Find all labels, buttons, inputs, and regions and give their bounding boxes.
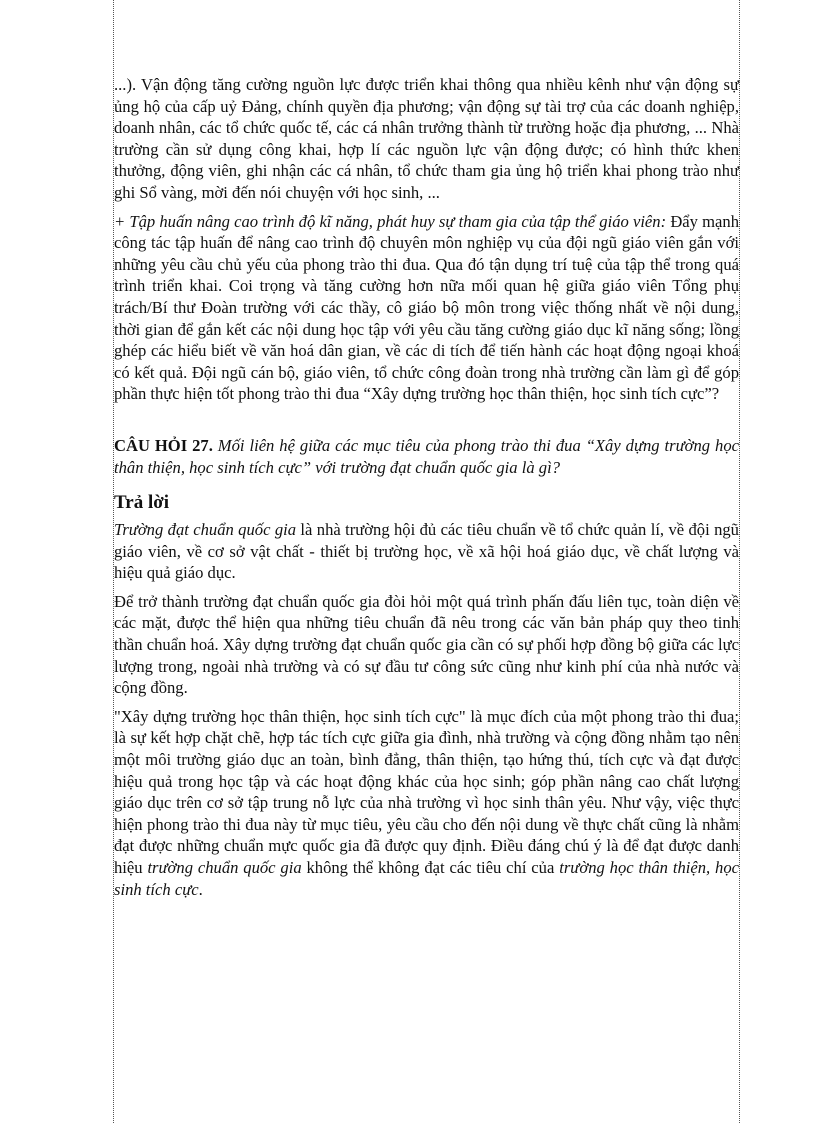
right-margin-guide bbox=[739, 0, 740, 1123]
answer-paragraph-process: Để trở thành trường đạt chuẩn quốc gia đòi hỏi một quá trình phấn đấu liên tục, toàn diện về các mặt, được thể hiện qua những tiêu chuẩn đã nêu trong các văn bản pháp quy theo tinh thần chuẩn hoá. Xây dựng trường đạt chuẩn quốc gia cần có sự phối hợp đồng bộ giữa các lực lượng trong, ngoài nhà trường và có sự đầu tư công sức cũng như kinh phí của nhà nước và cộng đồng. bbox=[114, 591, 739, 698]
relation-term-1: trường chuẩn quốc gia bbox=[147, 858, 302, 877]
relation-text: "Xây dựng trường học thân thiện, học sinh tích cực" là mục đích của một phong trào thi đua; là sự kết hợp chặt chẽ, hợp tác tích cực giữa gia đình, nhà trường và cộng đồng nhằm tạo nên một môi trường giáo dục an toàn, bình đẳng, thân thiện, tạo hứng thú, tích cực và đạt được hiệu quả trong học tập và các hoạt động khác của học sinh; góp phần nâng cao chất lượng giáo dục trên cơ sở tập trung nỗ lực của nhà trường vì học sinh thân yêu. Như vậy, việc thực hiện phong trào thi đua này từ mục tiêu, yêu cầu cho đến nội dung về thực chất cũng là nhằm đạt được những chuẩn mực quốc gia đã được quy định. Điều đáng chú ý là để đạt được danh hiệu bbox=[114, 706, 739, 877]
training-heading: + Tập huấn nâng cao trình độ kĩ năng, phát huy sự tham gia của tập thể giáo viên: bbox=[114, 211, 667, 231]
relation-term-2: trường học thân thiện, học sinh tích cực bbox=[114, 858, 739, 899]
definition-text: là nhà trường hội đủ các tiêu chuẩn về tổ chức quản lí, về đội ngũ giáo viên, về cơ sở vật chất - thiết bị trường học, về xã hội hoá giáo dục, về chất lượng và hiệu quả giáo dục. bbox=[114, 520, 739, 583]
question-27 bbox=[114, 435, 739, 478]
definition-term: Trường đạt chuẩn quốc gia bbox=[114, 520, 297, 540]
answer-paragraph-definition bbox=[114, 519, 739, 584]
paragraph-resource-mobilization: ...). Vận động tăng cường nguồn lực được triển khai thông qua nhiều kênh như vận động sự ủng hộ của cấp uỷ Đảng, chính quyền địa phương; vận động sự tài trợ của các doanh nghiệp, doanh nhân, các tổ chức quốc tế, các cá nhân trưởng thành từ trường hoặc địa phương, ... Nhà trường cần sử dụng công khai, hợp lí các nguồn lực vận động được; có hình thức khen thưởng, động viên, ghi nhận các cá nhân, tổ chức tham gia ủng hộ triển khai phong trào như ghi Sổ vàng, mời đến nói chuyện với học sinh, ... bbox=[114, 75, 739, 202]
answer-paragraph-relation bbox=[114, 706, 739, 900]
answer-heading: Trả lời bbox=[114, 492, 170, 514]
relation-text-2: không thể không đạt các tiêu chí của bbox=[301, 858, 560, 877]
question-label: CÂU HỎI 27. bbox=[114, 435, 213, 455]
document-body bbox=[114, 74, 739, 907]
question-text: Mối liên hệ giữa các mục tiêu của phong trào thi đua “Xây dựng trường học thân thiện, học sinh tích cực” với trường đạt chuẩn quốc gia là gì? bbox=[114, 435, 740, 477]
training-text: Đẩy mạnh công tác tập huấn để nâng cao trình độ chuyên môn nghiệp vụ của đội ngũ giáo viên gắn với những yêu cầu chủ yếu của phong trào thi đua. Qua đó tận dụng trí tuệ của tập thể trong quá trình triển khai. Coi trọng và tăng cường hơn nữa mối quan hệ giữa giáo viên Tổng phụ trách/Bí thư Đoàn trường với các thầy, cô giáo bộ môn trong việc thống nhất về nội dung, thời gian để gắn kết các nội dung học tập với yêu cầu tăng cường giáo dục kĩ năng sống; lồng ghép các hiểu biết về văn hoá dân gian, về các di tích để tiến hành các hoạt động ngoại khoá có kết quả. Đội ngũ cán bộ, giáo viên, tổ chức công đoàn trong nhà trường cần làm gì để góp phần thực hiện tốt phong trào thi đua “Xây dựng trường học thân thiện, học sinh tích cực”? bbox=[114, 211, 740, 404]
paragraph-teacher-training bbox=[114, 211, 739, 405]
relation-end: . bbox=[198, 879, 203, 899]
